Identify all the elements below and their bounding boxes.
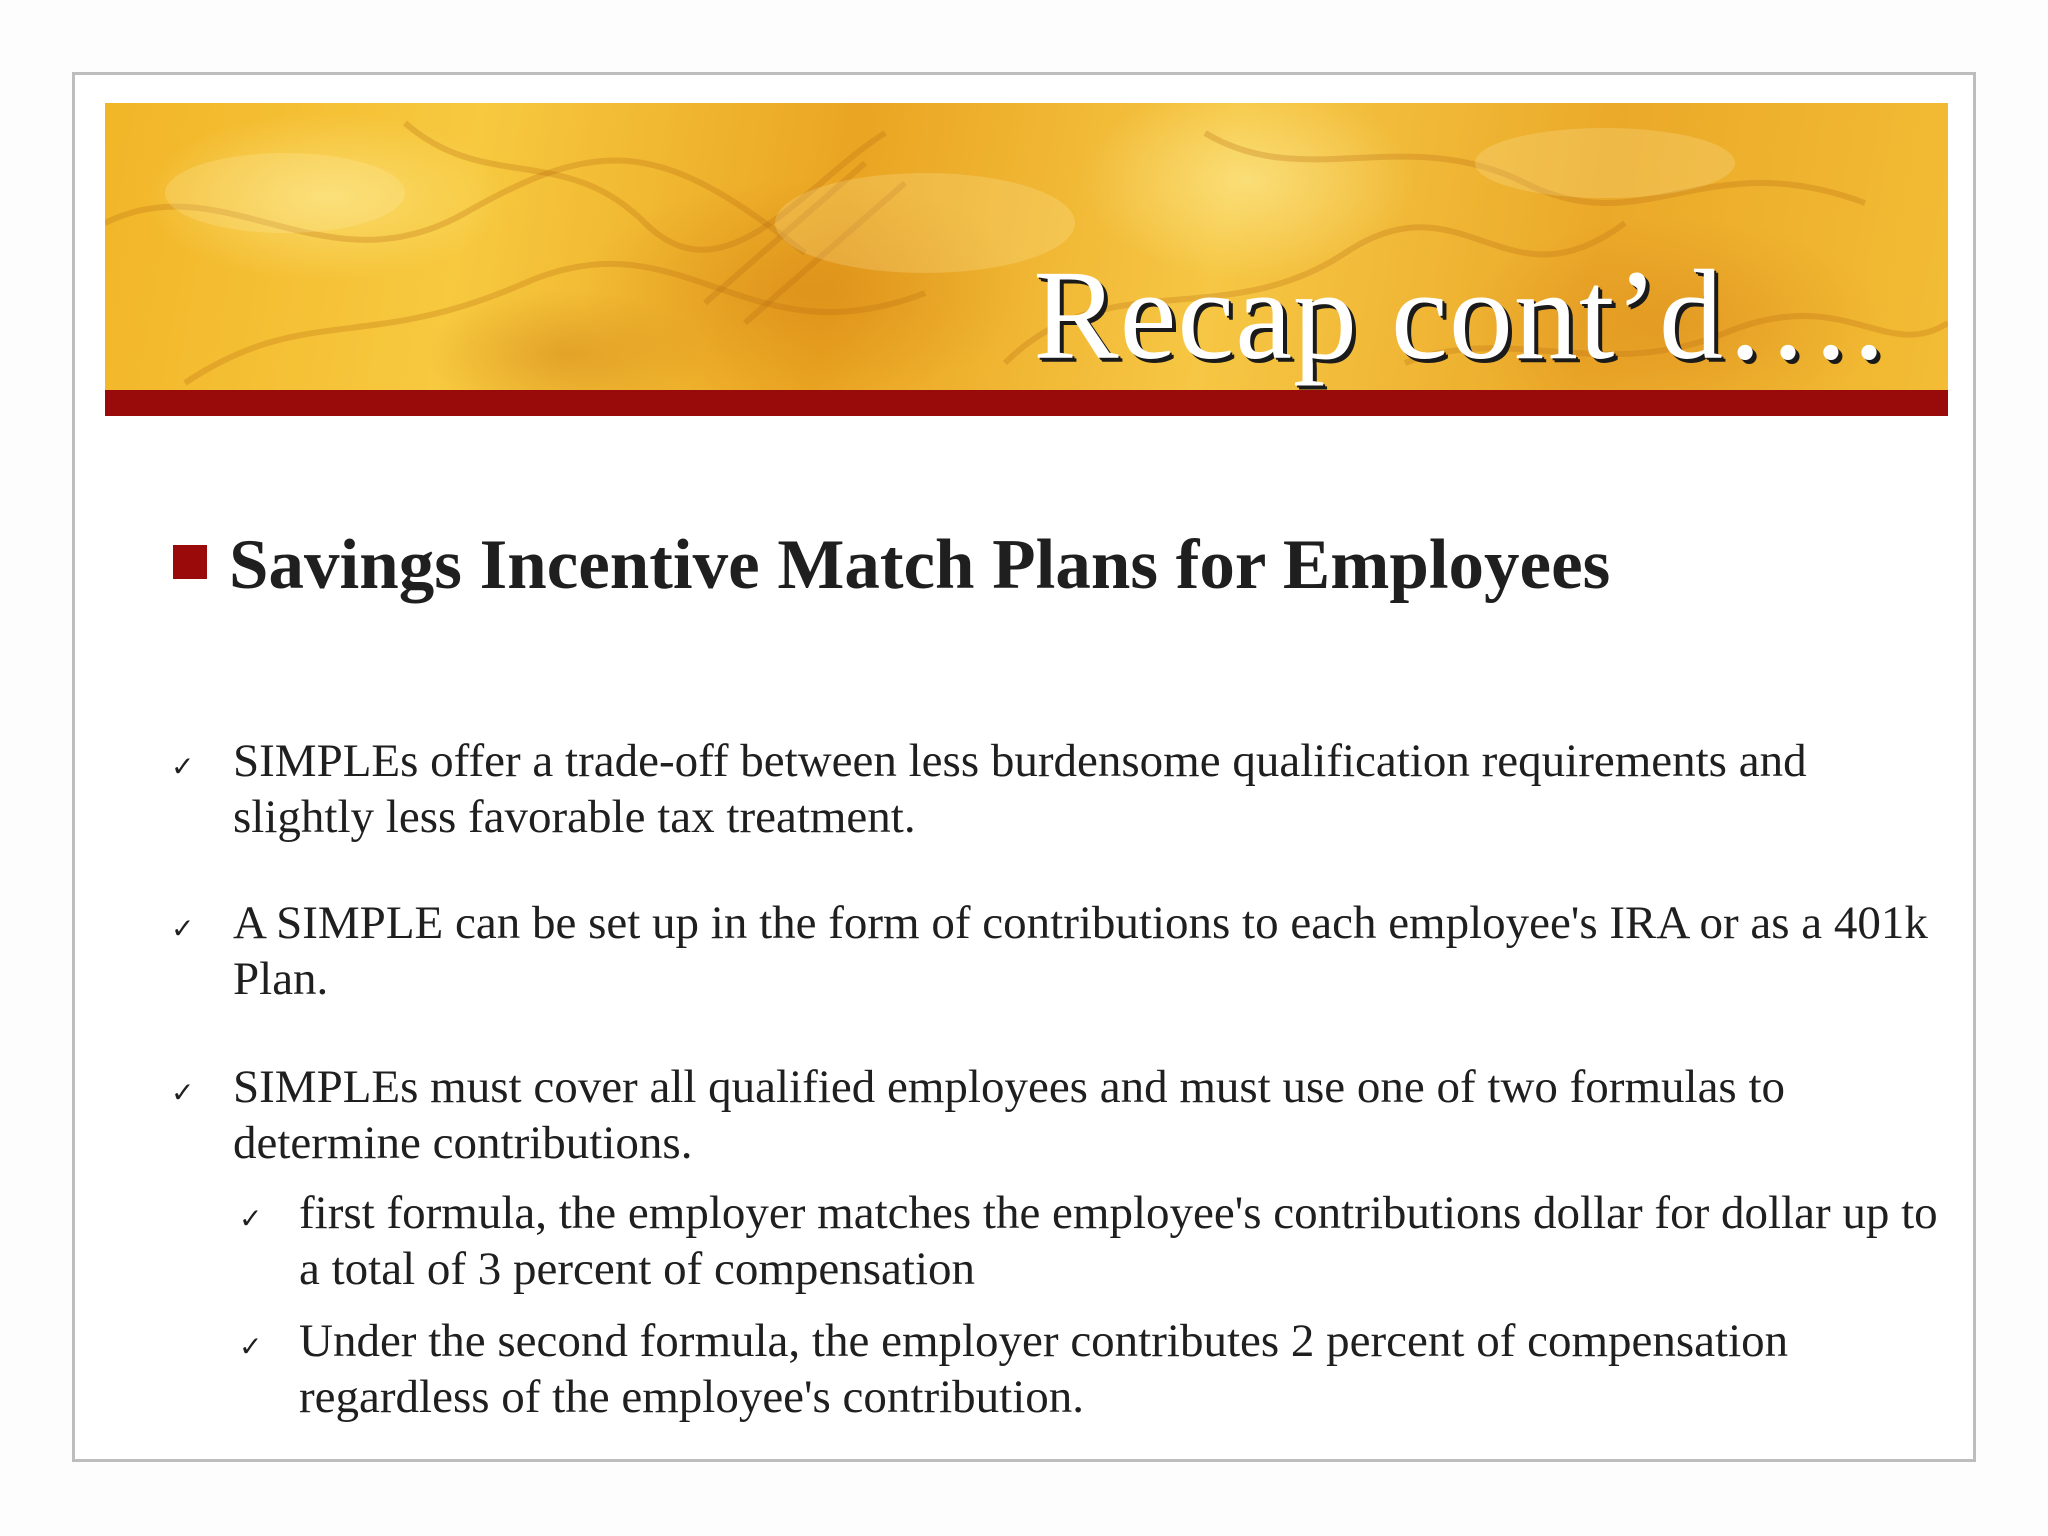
sub-bullet-text: first formula, the employer matches the employee's contributions dollar for dollar up to a total of 3 percent of compensation [299, 1187, 1938, 1295]
sub-bullet-text: Under the second formula, the employer contributes 2 percent of compensation regardless of the employee's contribution. [299, 1315, 1789, 1423]
check-icon: ✓ [239, 1330, 263, 1363]
square-bullet-icon [173, 545, 207, 579]
sub-list-item [239, 1313, 1939, 1425]
slide-title: Recap cont’d…. [1033, 244, 1886, 386]
check-icon: ✓ [171, 1076, 195, 1109]
check-icon: ✓ [171, 750, 195, 783]
slide-content [75, 75, 1973, 1459]
list-item [171, 733, 1953, 845]
section-heading: Savings Incentive Match Plans for Employees [229, 526, 1611, 604]
sub-list-item [239, 1185, 1939, 1297]
list-item [171, 1059, 1953, 1171]
check-icon: ✓ [239, 1202, 263, 1235]
bullet-text: SIMPLEs offer a trade-off between less burdensome qualification requirements and slightly less favorable tax treatment. [233, 735, 1807, 843]
heading-row [173, 525, 1610, 606]
check-icon: ✓ [171, 912, 195, 945]
bullet-text: SIMPLEs must cover all qualified employees and must use one of two formulas to determine contributions. [233, 1061, 1786, 1169]
slide [72, 72, 1976, 1462]
bullet-text: A SIMPLE can be set up in the form of contributions to each employee's IRA or as a 401k Plan. [233, 897, 1928, 1005]
list-item [171, 895, 1953, 1007]
